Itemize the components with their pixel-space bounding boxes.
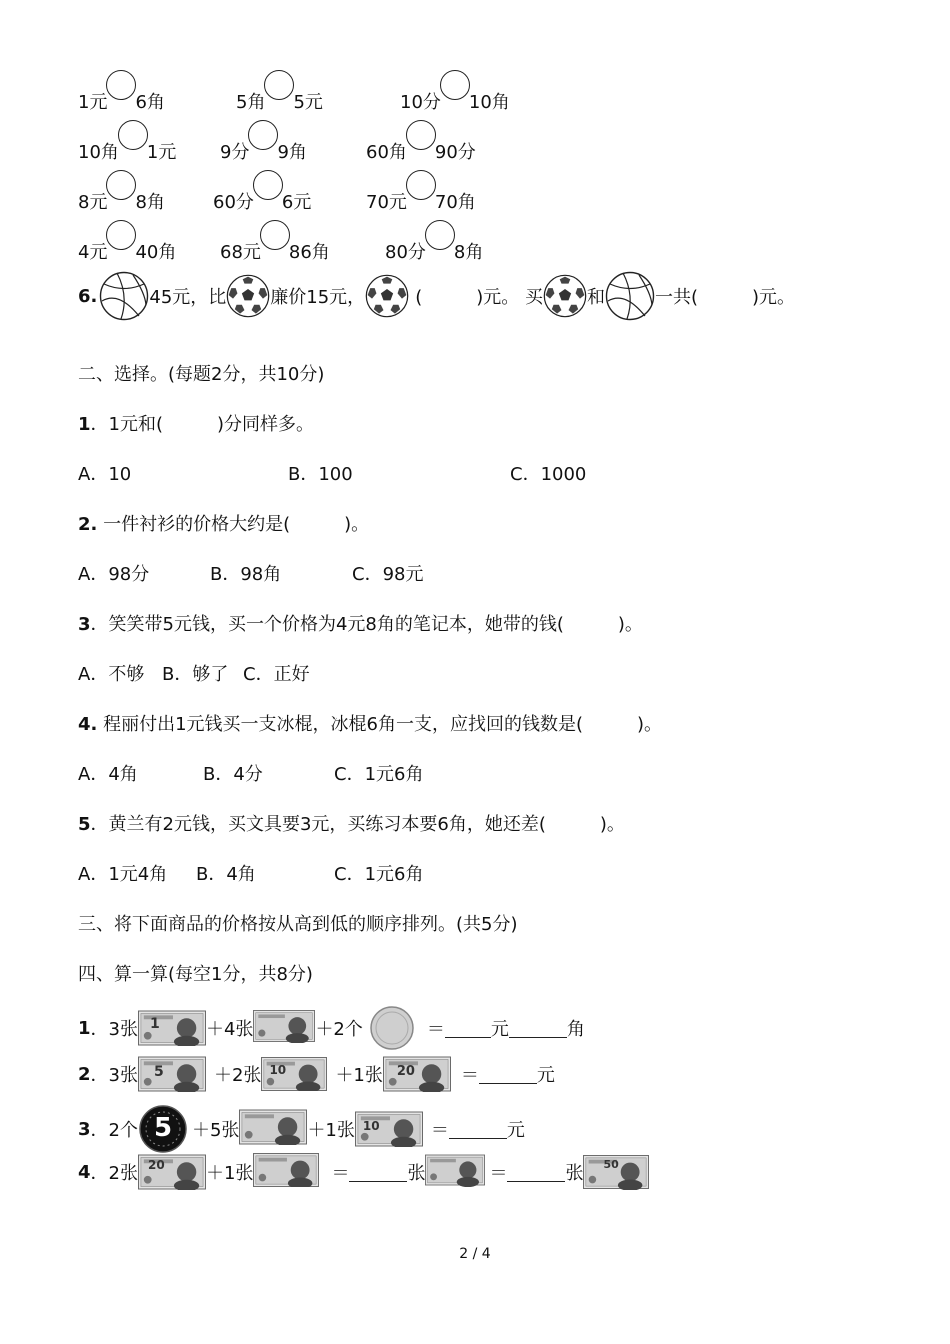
answer-circle[interactable]: [106, 70, 136, 100]
answer-blank[interactable]: [479, 1065, 537, 1084]
compare-row-1: [78, 84, 165, 114]
compare-row-3: [78, 184, 165, 214]
text: ＝: [460, 1065, 479, 1086]
unit: 元: [506, 1120, 525, 1141]
question-number: 6.: [78, 285, 98, 307]
question-stem: 一件衬衫的价格大约是( )。: [97, 514, 370, 535]
answer-circle[interactable]: [406, 170, 436, 200]
denomination: 5: [153, 1113, 173, 1143]
denomination: 10: [269, 1063, 287, 1077]
question-stem: ．笑笑带5元钱，买一个价格为4元8角的笔记本，她带的钱( )。: [90, 614, 643, 635]
text: ＝: [430, 1120, 449, 1141]
item: 9角: [277, 142, 307, 163]
item: 10角: [78, 142, 119, 163]
option-c[interactable]: C．1000: [510, 464, 587, 485]
answer-circle[interactable]: [248, 120, 278, 150]
item: 40角: [135, 242, 177, 263]
answer-circle[interactable]: [406, 120, 436, 150]
item: 5元: [293, 92, 323, 113]
question-stem: 程丽付出1元钱买一支冰棍，冰棍6角一支，应找回的钱数是( )。: [97, 714, 663, 735]
answer-circle[interactable]: [425, 220, 455, 250]
section-2-title: 二、选择。(每题2分，共10分): [78, 364, 325, 385]
banknote-20-yuan-icon: [383, 1056, 451, 1092]
text: ＋1张: [307, 1120, 355, 1141]
page-number: 2 / 4: [459, 1246, 491, 1262]
option-b[interactable]: B．98角: [210, 564, 282, 585]
compare-row-3b: [213, 184, 311, 214]
choice-q1: [78, 410, 314, 436]
denomination: 1: [149, 1016, 160, 1032]
text: ＝: [489, 1163, 508, 1184]
text: ＋1张: [205, 1163, 254, 1184]
question-number: 4: [78, 1161, 91, 1183]
item: 8元: [78, 192, 108, 213]
answer-circle[interactable]: [106, 170, 136, 200]
item: 8角: [453, 242, 484, 263]
banknote-50-yuan-icon: [583, 1154, 649, 1190]
text: ( )元。 买: [415, 287, 543, 308]
text: ．2个: [90, 1120, 138, 1141]
text: 和: [586, 287, 605, 308]
option-c[interactable]: C．正好: [243, 664, 310, 685]
answer-circle[interactable]: [118, 120, 148, 150]
soccer-ball-icon: [226, 274, 270, 318]
item: 5角: [236, 92, 266, 113]
option-b[interactable]: B．够了: [162, 664, 229, 685]
compare-row-4c: [385, 234, 483, 264]
compare-row-2b: [220, 134, 307, 164]
section-4-title: 四、算一算(每空1分，共8分): [78, 964, 313, 985]
item: 9分: [220, 142, 250, 163]
text: ＋2张: [213, 1065, 262, 1086]
question-number: 2.: [78, 514, 98, 535]
text: ＝: [426, 1019, 445, 1040]
item: 60分: [213, 192, 254, 213]
text: ＋4张: [205, 1019, 254, 1040]
item: 8角: [135, 192, 165, 213]
banknote-5-yuan-icon: [138, 1056, 206, 1092]
choice-q5: [78, 810, 625, 836]
banknote-1-yuan-icon: [138, 1010, 206, 1046]
question-number: 3: [78, 614, 91, 635]
answer-blank[interactable]: [509, 1019, 567, 1038]
compare-row-2c: [366, 134, 476, 164]
denomination: 20: [396, 1064, 415, 1079]
compare-row-3c: [366, 184, 476, 214]
question-number: 3: [78, 1118, 91, 1140]
basketball-icon: [99, 271, 149, 321]
choice-q2: [78, 510, 369, 536]
item: 90分: [434, 142, 476, 163]
unit: 元: [490, 1019, 509, 1040]
text: 45元，比: [149, 287, 227, 308]
item: 60角: [366, 142, 407, 163]
answer-blank[interactable]: [449, 1120, 507, 1139]
compare-row-4: [78, 234, 176, 264]
item: 1元: [146, 142, 177, 163]
option-b[interactable]: B．4分: [203, 764, 263, 785]
option-a[interactable]: A．98分: [78, 564, 150, 585]
banknote-10-yuan-icon: [261, 1057, 327, 1091]
question-number: 1: [78, 1017, 91, 1039]
option-c[interactable]: C．98元: [352, 564, 424, 585]
option-c[interactable]: C．1元6角: [334, 864, 424, 885]
answer-circle[interactable]: [440, 70, 470, 100]
basketball-icon: [605, 271, 655, 321]
compare-row-1c: [400, 84, 510, 114]
answer-circle[interactable]: [260, 220, 290, 250]
item: 68元: [220, 242, 261, 263]
question-stem: ．黄兰有2元钱，买文具要3元，买练习本要6角，她还差( )。: [90, 814, 625, 835]
banknote-20-yuan-icon: [138, 1154, 206, 1190]
denomination: 5: [153, 1064, 164, 1080]
text: ＋2个: [315, 1019, 363, 1040]
calc-row-2: [78, 1046, 555, 1102]
answer-circle[interactable]: [264, 70, 294, 100]
answer-blank[interactable]: [349, 1163, 407, 1182]
item: 10分: [400, 92, 441, 113]
unit: 张: [407, 1163, 426, 1184]
answer-circle[interactable]: [253, 170, 283, 200]
question-6: [78, 268, 795, 324]
question-number: 5: [78, 814, 91, 835]
text: ＋1张: [335, 1065, 383, 1086]
option-b[interactable]: B．4角: [196, 864, 256, 885]
banknote-10-yuan-icon: [425, 1153, 485, 1192]
denomination: 50: [603, 1158, 619, 1171]
option-c[interactable]: C．1元6角: [334, 764, 424, 785]
compare-row-4b: [220, 234, 330, 264]
denomination: 10: [362, 1119, 380, 1133]
text: 廉价15元，: [270, 287, 366, 308]
item: 1元: [78, 92, 108, 113]
item: 80分: [385, 242, 426, 263]
text: ．3张: [90, 1019, 138, 1040]
soccer-ball-icon: [543, 274, 587, 318]
compare-row-1b: [236, 84, 323, 114]
unit: 角: [566, 1019, 585, 1040]
question-number: 4.: [78, 714, 98, 735]
item: 10角: [468, 92, 510, 113]
question-stem: ．1元和( )分同样多。: [90, 414, 315, 435]
banknote-jiao-icon: [253, 1009, 315, 1048]
unit: 元: [536, 1065, 555, 1086]
item: 70角: [434, 192, 476, 213]
option-a[interactable]: A．4角: [78, 764, 138, 785]
answer-circle[interactable]: [106, 220, 136, 250]
item: 6角: [135, 92, 165, 113]
calc-row-4: [78, 1144, 649, 1200]
soccer-ball-icon: [365, 274, 409, 318]
banknote-10-yuan-icon: [253, 1153, 319, 1192]
text: ．3张: [90, 1065, 138, 1086]
item: 70元: [366, 192, 407, 213]
text: 一共( )元。: [654, 287, 796, 308]
choice-q4: [78, 710, 662, 736]
item: 6元: [281, 192, 312, 213]
item: 86角: [288, 242, 330, 263]
question-number: 1: [78, 414, 91, 435]
option-a[interactable]: A．1元4角: [78, 864, 168, 885]
banknote-10-yuan-icon: [355, 1111, 423, 1147]
question-number: 2: [78, 1063, 91, 1085]
text: ．2张: [90, 1163, 138, 1184]
answer-blank[interactable]: [507, 1163, 565, 1182]
compare-row-2: [78, 134, 176, 164]
unit: 张: [565, 1163, 584, 1184]
coin-icon: [369, 1005, 415, 1051]
option-b[interactable]: B．100: [288, 464, 353, 485]
option-a[interactable]: A．10: [78, 464, 132, 485]
denomination: 20: [147, 1158, 165, 1172]
text: ＝: [331, 1163, 350, 1184]
text: ＋5张: [191, 1120, 240, 1141]
option-a[interactable]: A．不够: [78, 664, 145, 685]
section-3-title: 三、将下面商品的价格按从高到低的顺序排列。(共5分): [78, 914, 518, 935]
choice-q3: [78, 610, 643, 636]
item: 4元: [78, 242, 108, 263]
answer-blank[interactable]: [445, 1019, 491, 1038]
